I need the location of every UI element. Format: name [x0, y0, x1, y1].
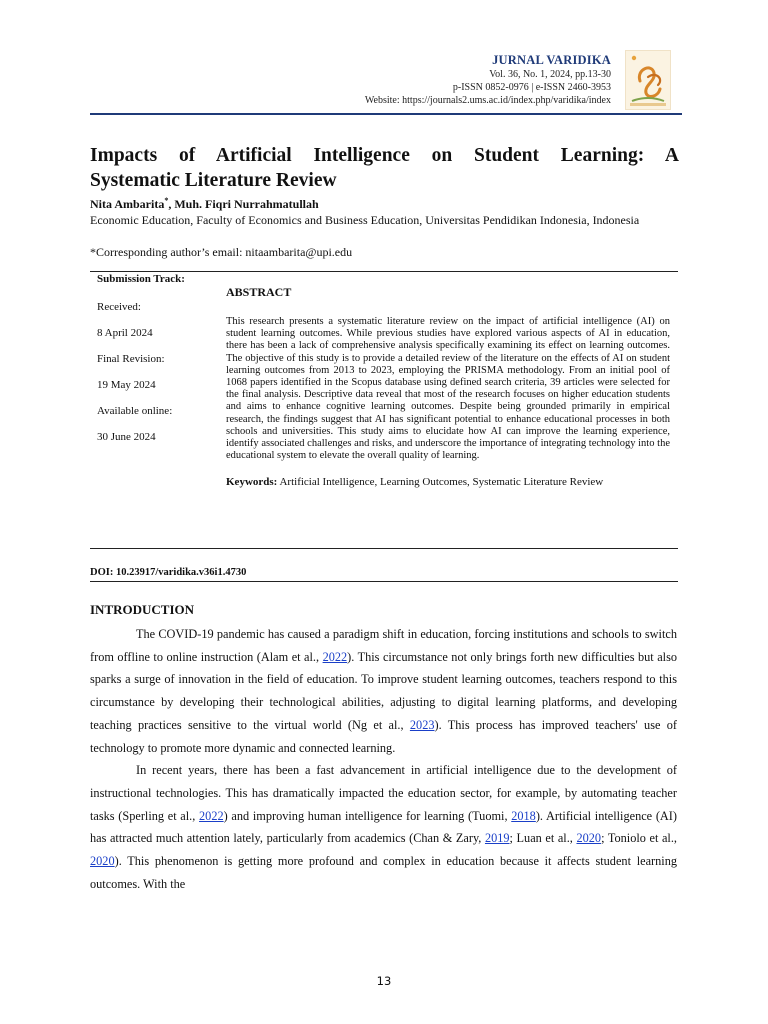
abstract-heading: ABSTRACT [226, 285, 292, 299]
keywords [226, 476, 670, 488]
citation-year-link[interactable]: 2019 [484, 831, 510, 846]
paragraph-text: ). Artificial intelligence (AI) has attracted much attention lately, particularly from academics (Chan & Zary, [90, 808, 677, 846]
paper-title-line1: Impacts of Artificial Intelligence on Student Learning: A [90, 145, 679, 166]
paragraph-text: In recent years, there has been a fast advancement in artificial intelligence due to the development of instructional technologies. This has dramatically impacted the education sector, for example, by automating teacher tasks (Sperling et al., [90, 763, 677, 823]
affiliation: Economic Education, Faculty of Economics and Business Education, Universitas Pendidikan Indonesia, Indonesia [90, 213, 640, 227]
citation-year-link[interactable]: 2020 [90, 854, 115, 869]
doi[interactable]: DOI: 10.23917/varidika.v36i1.4730 [90, 567, 247, 578]
submission-received-label: Received: [97, 301, 141, 313]
citation-year-link[interactable]: 2020 [576, 831, 602, 846]
author-separator: , [168, 197, 175, 211]
keywords-list: Artificial Intelligence, Learning Outcomes, Systematic Literature Review [279, 476, 604, 489]
paragraph-text: ). This process has improved teachers' use of technology to promote more dynamic and connected learning. [90, 717, 677, 755]
submission-heading: Submission Track: [97, 273, 185, 285]
abstract-text: This research presents a systematic literature review on the impact of artificial intelligence (AI) on student learning outcomes. While previous studies have explored various aspects of AI in education, there has been a lack of comprehensive analysis specifically examining its effect on learning outcomes. The objective of this study is to provide a detailed review of the literature on the effects of AI on student learning outcomes from 2013 to 2023, employing the PRISMA methodology. From an initial pool of 1068 papers identified in the Scopus database using defined search criteria, 39 articles were selected for the final analysis. Descriptive data reveal that most of the research focuses on higher education students and aims to enhance cognitive learning outcomes. Despite being grounded primarily in empirical research, the findings suggest that AI has significant potential to enhance educational processes in both schools and universities. This study aims to elucidate how AI can improve the learning experience, identify associated challenges and risks, and underscore the importance of integrating technology into the educational system to elevate the overall quality of learning. [226, 316, 670, 462]
author-list [90, 196, 319, 212]
author-2: Muh. Fiqri Nurrahmatullah [174, 197, 319, 211]
doi-rule [90, 581, 678, 582]
author-1: Nita Ambarita [90, 197, 165, 211]
journal-logo-icon [625, 50, 671, 110]
abstract-bottom-rule [90, 548, 678, 549]
page-number: 13 [376, 974, 392, 988]
section-heading-introduction: INTRODUCTION [90, 602, 195, 617]
submission-online-date: 30 June 2024 [97, 431, 156, 443]
submission-received-date: 8 April 2024 [97, 327, 153, 339]
corresponding-email: *Corresponding author’s email: nitaambarita@upi.edu [90, 245, 353, 259]
journal-issn: p-ISSN 0852-0976 | e-ISSN 2460-3953 [452, 82, 611, 93]
paragraph-text: ; Toniolo et al., [601, 831, 677, 846]
paragraph-text: ) and improving human intelligence for learning (Tuomi, [223, 808, 512, 823]
paragraph-text: The COVID-19 pandemic has caused a paradigm shift in education, forcing institutions and schools to switch from offline to online instruction (Alam et al., [90, 627, 677, 664]
citation-year-link[interactable]: 2018 [511, 808, 536, 823]
paragraph-1 [90, 623, 677, 759]
paper-title-line2: Systematic Literature Review [90, 170, 337, 191]
journal-name: JURNAL VARIDIKA [492, 53, 611, 67]
submission-revision-label: Final Revision: [97, 353, 165, 365]
paragraph-text: ). This circumstance not only brings forth new difficulties but also sparks a surge of innovation in the field of education. To improve student learning outcomes, teachers respond to this circumstance by developing their technological abilities, adjusting to digital learning platforms, and developing teaching practices sensitive to the virtual world (Ng et al., [90, 649, 677, 732]
submission-revision-date: 19 May 2024 [97, 379, 156, 391]
paragraph-text: ; Luan et al., [509, 831, 577, 846]
journal-info [365, 53, 611, 107]
citation-year-link[interactable]: 2022 [199, 808, 224, 823]
header-divider [90, 113, 682, 115]
paper-title [90, 143, 679, 193]
corresponding-mark: * [164, 196, 169, 205]
paragraph-2 [90, 759, 677, 895]
paragraph-text: ). This phenomenon is getting more profound and complex in education because it affects student learning outcomes. With the [90, 854, 677, 891]
citation-year-link[interactable]: 2022 [322, 649, 348, 664]
abstract-section [226, 285, 670, 488]
journal-header [0, 0, 768, 120]
submission-track [97, 273, 207, 443]
abstract-top-rule [90, 271, 678, 272]
keywords-label: Keywords: [226, 476, 278, 489]
citation-year-link[interactable]: 2023 [409, 717, 435, 732]
journal-website: Website: https://journals2.ums.ac.id/index.php/varidika/index [364, 95, 611, 106]
journal-volume: Vol. 36, No. 1, 2024, pp.13-30 [489, 69, 611, 80]
introduction-body [90, 623, 677, 895]
submission-online-label: Available online: [97, 405, 173, 417]
